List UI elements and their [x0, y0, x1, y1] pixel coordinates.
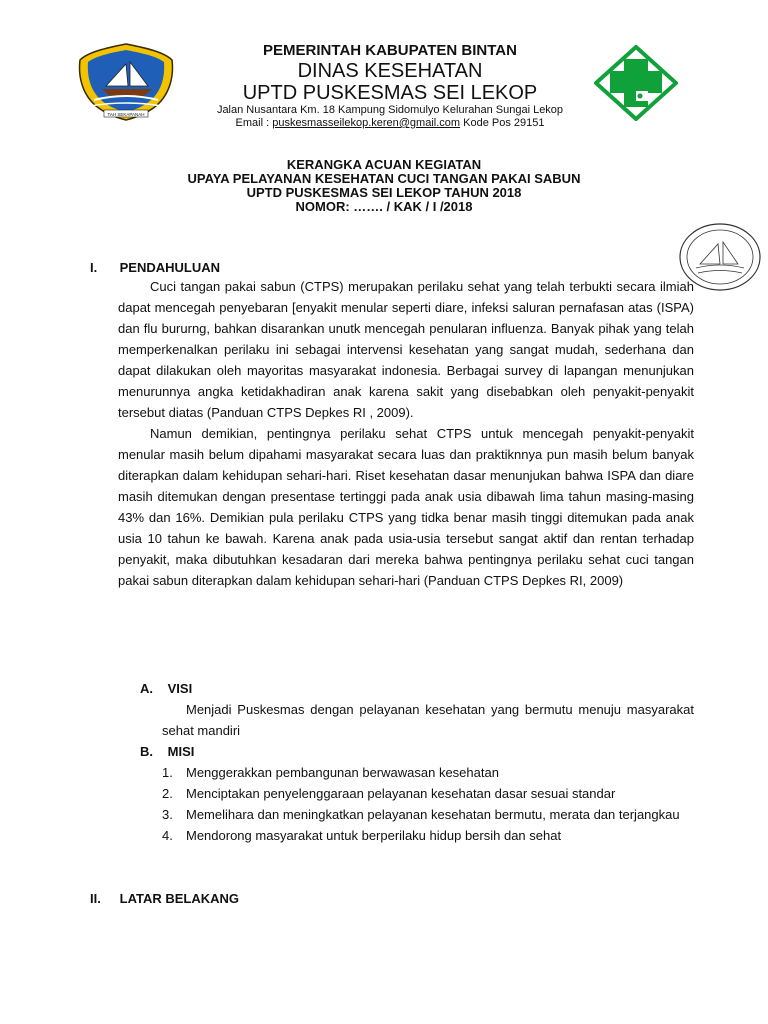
item-number: 4.: [162, 828, 173, 843]
email-link[interactable]: puskesmasseilekop.keren@gmail.com: [272, 117, 461, 129]
item-text: Memelihara dan meningkatkan pelayanan kesehatan bermutu, merata dan terjangkau: [186, 807, 680, 822]
visi-heading: [140, 681, 192, 697]
misi-title: MISI: [167, 744, 195, 759]
visi-label: A.: [140, 681, 153, 696]
section-heading-latar-belakang: [90, 891, 239, 907]
item-text: Mendorong masyarakat untuk berperilaku hidup bersih dan sehat: [186, 828, 562, 843]
letterhead: [160, 42, 620, 130]
list-item: [162, 783, 694, 804]
puskesmas-cross-logo: [594, 45, 678, 121]
title-line-1: KERANGKA ACUAN KEGIATAN: [286, 157, 482, 172]
item-number: 1.: [162, 765, 173, 780]
document-number: NOMOR: ……. / KAK / I /2018: [295, 199, 473, 214]
list-item: [162, 825, 694, 846]
paragraph-1: Cuci tangan pakai sabun (CTPS) merupakan perilaku sehat yang telah terbukti secara ilmiah dapat mencegah penyebaran [enyakit menular seperti diare, infeksi saluran pernafasan atas (ISPA) dan flu bururng, bahkan disarankan unutk mencegah penularan influenza. Banyak pihak yang telah memperkenalkan perilaku ini sebagai intervensi kesehatan yang sangat mudah, sederhana dan dapat dilakukan oleh mayoritas masyarakat indonesia. Berbagai survey di lapangan menunjukan menurunnya angka ketidakhadiran anak karena sakit yang disebabkan oleh penyakit-penyakit tersebut diatas (Panduan CTPS Depkes RI , 2009).: [118, 279, 694, 420]
visi-text: Menjadi Puskesmas dengan pelayanan kesehatan yang bermutu menuju masyarakat sehat mandiri: [162, 702, 694, 738]
contact-line: [160, 117, 620, 130]
document-title: [120, 158, 648, 214]
misi-list: [162, 762, 694, 846]
misi-heading: [140, 744, 194, 760]
item-number: 2.: [162, 786, 173, 801]
list-item: [162, 762, 694, 783]
misi-label: B.: [140, 744, 153, 759]
item-text: Menciptakan penyelenggaraan pelayanan kesehatan dasar sesuai standar: [186, 786, 616, 801]
postal-code: Kode Pos 29151: [463, 117, 545, 129]
list-item: [162, 804, 694, 825]
agency-name: DINAS KESEHATAN: [297, 60, 483, 82]
title-line-3: UPTD PUSKESMAS SEI LEKOP TAHUN 2018: [246, 185, 522, 200]
title-line-2: UPAYA PELAYANAN KESEHATAN CUCI TANGAN PAKAI SABUN: [187, 171, 581, 186]
paragraph-2: Namun demikian, pentingnya perilaku sehat CTPS untuk mencegah penyakit-penyakit menular masih belum dipahami masyarakat secara luas dan praktiknnya pun masih belum banyak diterapkan dalam kehidupan sehari-hari. Riset kesehatan dasar menunjukan bahwa ISPA dan diare masih ditemukan dengan presentase tertinggi pada anak usia dibawah lima tahun masing-masing 43% dan 16%. Demikian pula perilaku CTPS yang tidka benar masih tinggi ditemukan pada anak usia 10 tahun ke bawah. Karena anak pada usia-usia tersebut sangat aktif dan rentan terhadap penyakit, maka dibutuhkan kesadaran dari mereka bahwa pentingnya perilaku sehat cuci tangan pakai sabun diterapkan dalam kehidupan sehari-hari (Panduan CTPS Depkes RI, 2009): [118, 426, 694, 588]
section-number: II.: [90, 891, 101, 906]
section-heading-pendahuluan: [90, 260, 220, 276]
government-name: PEMERINTAH KABUPATEN BINTAN: [263, 42, 517, 59]
visi-title: VISI: [167, 681, 193, 696]
email-label: Email :: [235, 117, 270, 129]
section-title: PENDAHULUAN: [119, 260, 221, 275]
svg-text:TAH SEKAPANAH: TAH SEKAPANAH: [107, 112, 145, 117]
item-text: Menggerakkan pembangunan berwawasan kesehatan: [186, 765, 499, 780]
item-number: 3.: [162, 807, 173, 822]
puskesmas-name: UPTD PUSKESMAS SEI LEKOP: [242, 82, 538, 104]
pendahuluan-body: [118, 276, 694, 591]
section-title: LATAR BELAKANG: [119, 891, 240, 906]
section-number: I.: [90, 260, 98, 275]
address-line: Jalan Nusantara Km. 18 Kampung Sidomulyo Kelurahan Sungai Lekop: [216, 104, 564, 116]
